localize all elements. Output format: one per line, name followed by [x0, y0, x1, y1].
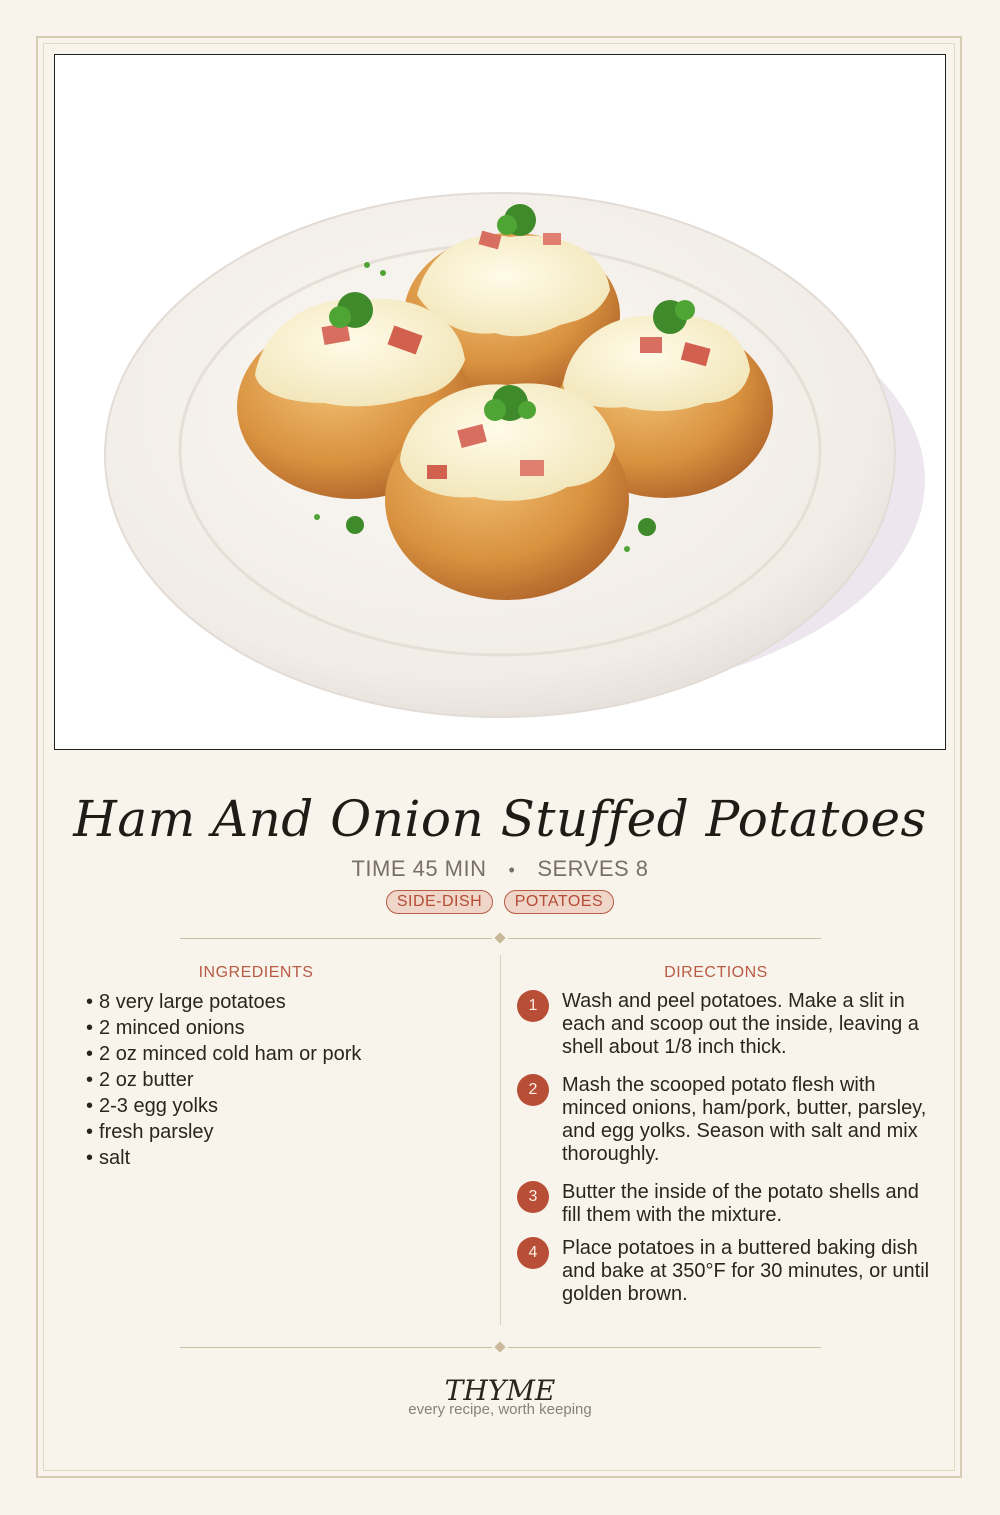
ingredients-list: [86, 990, 476, 1172]
ingredient-item: • fresh parsley: [86, 1120, 476, 1145]
ingredient-item: • 8 very large potatoes: [86, 990, 476, 1015]
divider-top-right: [508, 938, 821, 939]
step-text: Mash the scooped potato flesh with minced onions, ham/pork, butter, parsley, and egg yolks. Season with salt and mix thoroughly.: [562, 1074, 927, 1165]
direction-step-3: [517, 1181, 937, 1233]
brand-logo: THYME: [444, 1374, 556, 1407]
step-number-badge: 2: [517, 1074, 549, 1106]
ingredient-item: • 2 minced onions: [86, 1016, 476, 1041]
divider-bottom-left: [180, 1347, 492, 1348]
tag-side-dish[interactable]: SIDE-DISH: [386, 890, 493, 914]
direction-step-1: [517, 990, 937, 1065]
potato-front: [385, 383, 629, 600]
meta-separator: •: [508, 860, 516, 880]
step-number-badge: 1: [517, 990, 549, 1022]
time-label: TIME 45 MIN: [351, 856, 487, 881]
brand-tagline: every recipe, worth keeping: [408, 1401, 592, 1418]
divider-bottom-right: [508, 1347, 821, 1348]
recipe-photo: [54, 54, 946, 750]
recipe-meta: [0, 856, 1000, 882]
direction-step-2: [517, 1074, 937, 1174]
directions-heading: DIRECTIONS: [664, 964, 768, 981]
serves-label: SERVES 8: [537, 856, 649, 881]
step-text: Place potatoes in a buttered baking dish and bake at 350°F for 30 minutes, or until golden brown.: [562, 1237, 930, 1305]
tag-potatoes[interactable]: POTATOES: [504, 890, 614, 914]
step-number-badge: 4: [517, 1237, 549, 1269]
column-divider: [500, 955, 501, 1325]
step-text: Butter the inside of the potato shells and fill them with the mixture.: [562, 1181, 919, 1226]
direction-step-4: [517, 1237, 937, 1312]
step-number-badge: 3: [517, 1181, 549, 1213]
ingredient-item: • 2-3 egg yolks: [86, 1094, 476, 1119]
ingredient-item: • 2 oz butter: [86, 1068, 476, 1093]
ingredient-item: • 2 oz minced cold ham or pork: [86, 1042, 476, 1067]
tag-list: [0, 890, 1000, 914]
divider-top-left: [180, 938, 492, 939]
ingredients-heading: INGREDIENTS: [198, 964, 314, 981]
recipe-title: Ham And Onion Stuffed Potatoes: [73, 790, 927, 848]
ingredient-item: • salt: [86, 1146, 476, 1171]
step-text: Wash and peel potatoes. Make a slit in each and scoop out the inside, leaving a shell about 1/8 inch thick.: [562, 990, 919, 1058]
